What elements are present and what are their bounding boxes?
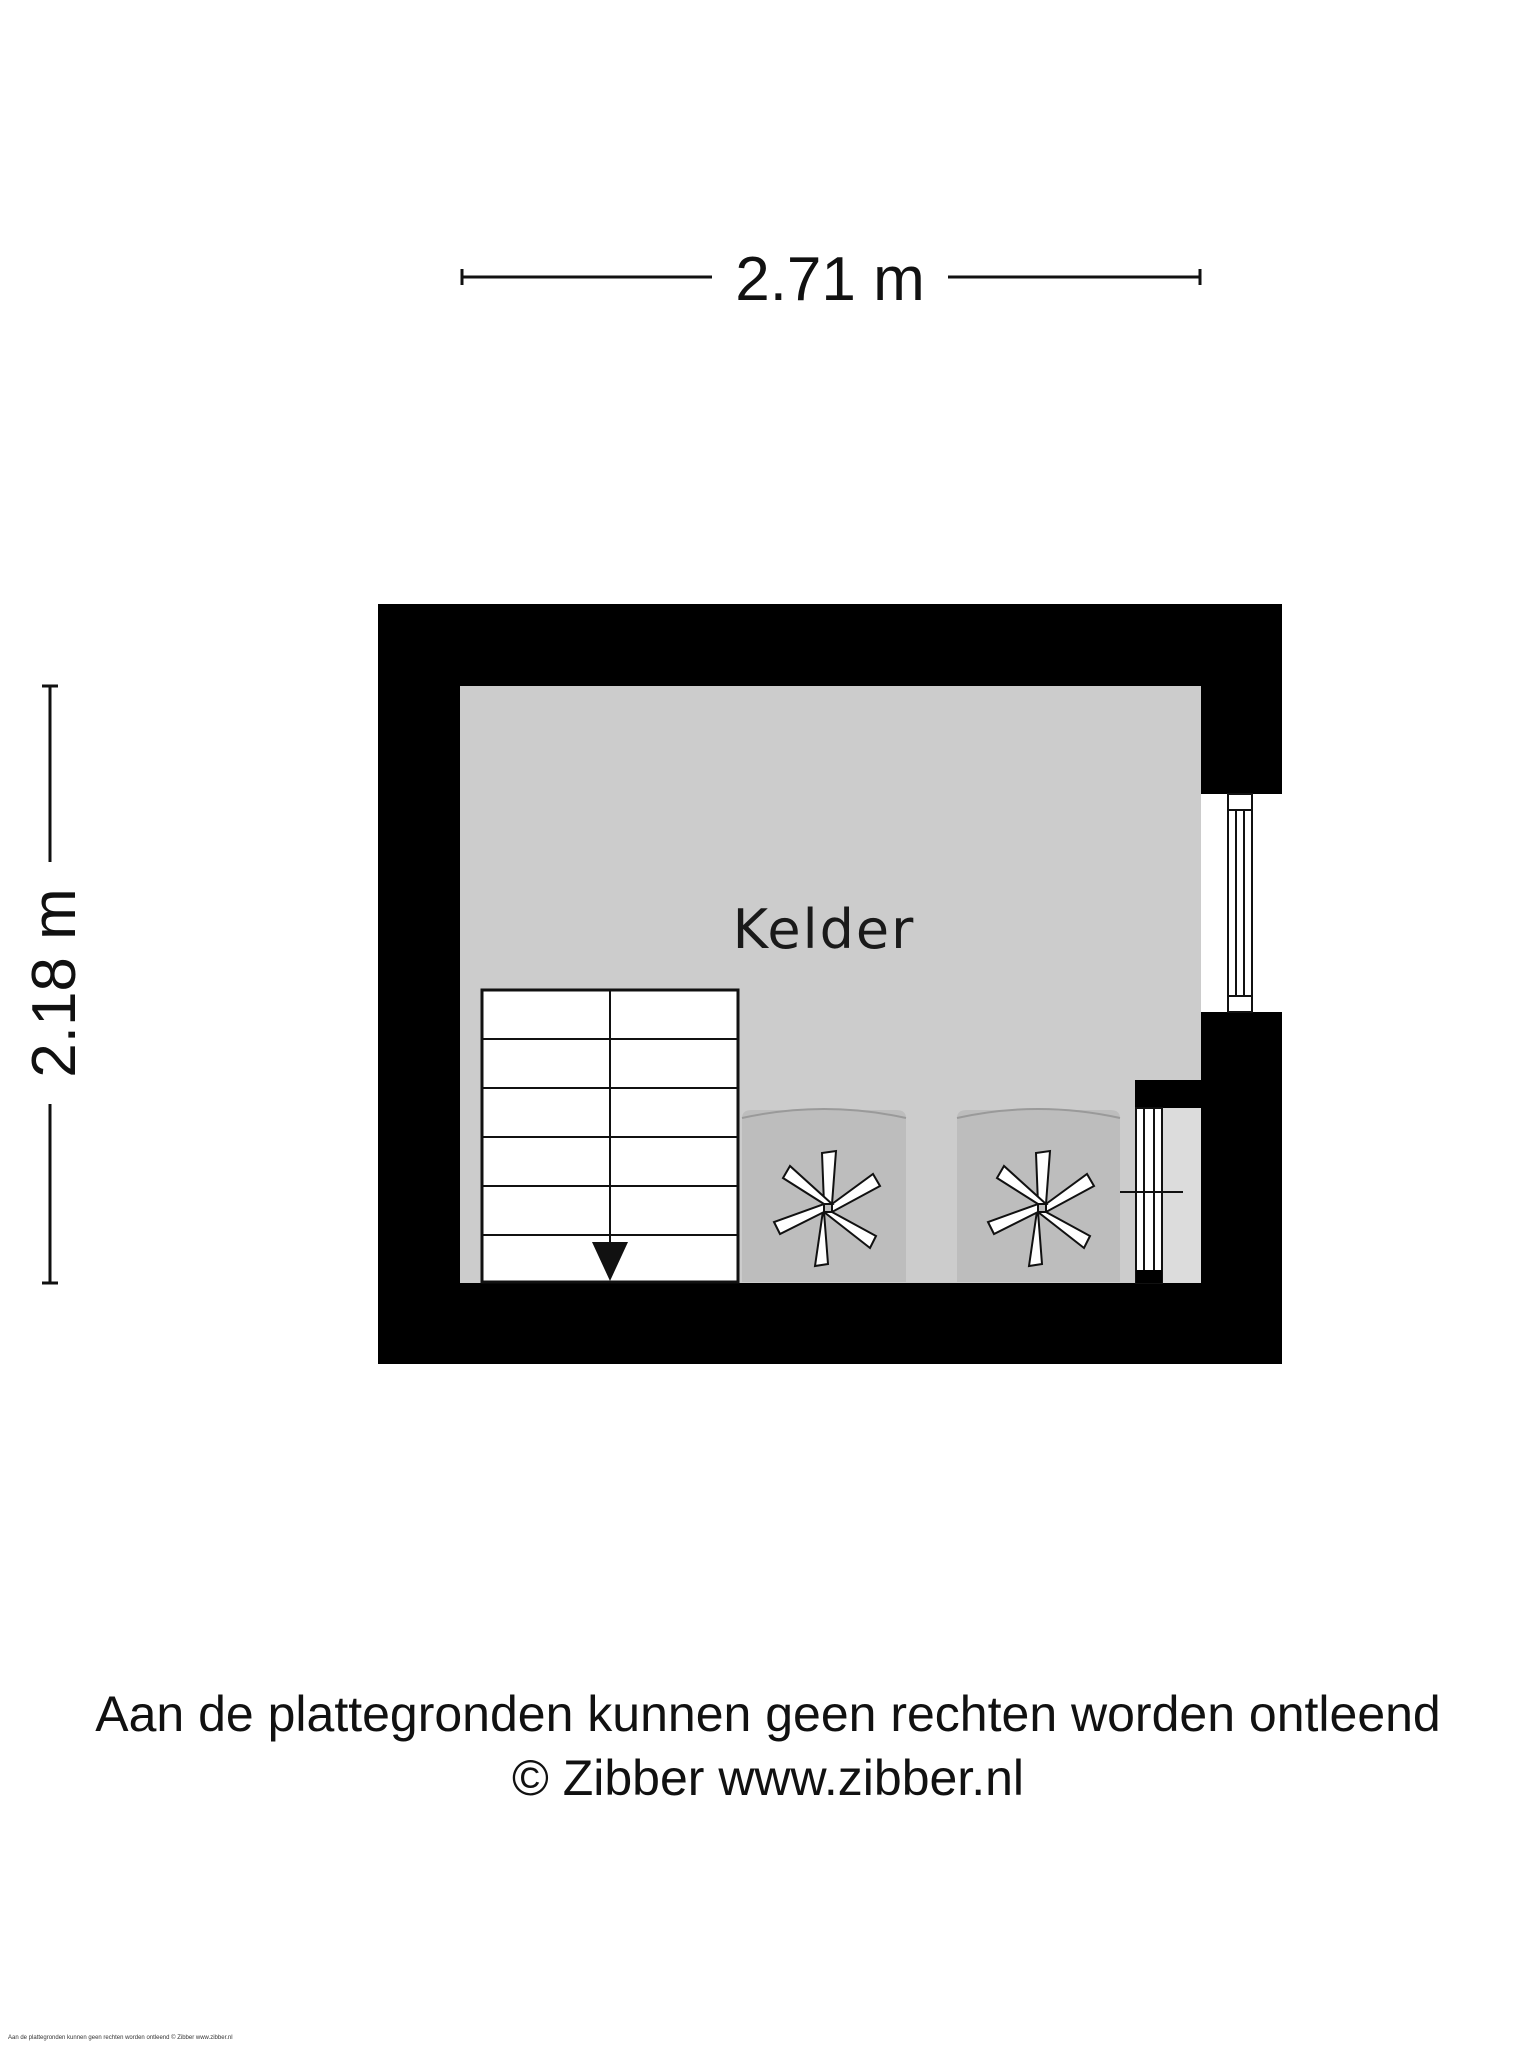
width-label: 2.71 m [735, 245, 925, 314]
copyright-text: © Zibber www.zibber.nl [511, 1750, 1025, 1806]
height-dimension [20, 686, 89, 1283]
height-label: 2.18 m [20, 888, 89, 1078]
room-label: Kelder [732, 898, 916, 961]
width-dimension [462, 245, 1200, 314]
staircase [482, 990, 738, 1282]
appliance-unit [957, 1109, 1120, 1282]
window [1201, 794, 1282, 1012]
disclaimer-text: Aan de plattegronden kunnen geen rechten worden ontleend [95, 1686, 1441, 1742]
fine-print: Aan de plattegronden kunnen geen rechten worden ontleend © Zibber www.zibber.nl [8, 2035, 233, 2041]
appliance-unit [742, 1109, 906, 1282]
